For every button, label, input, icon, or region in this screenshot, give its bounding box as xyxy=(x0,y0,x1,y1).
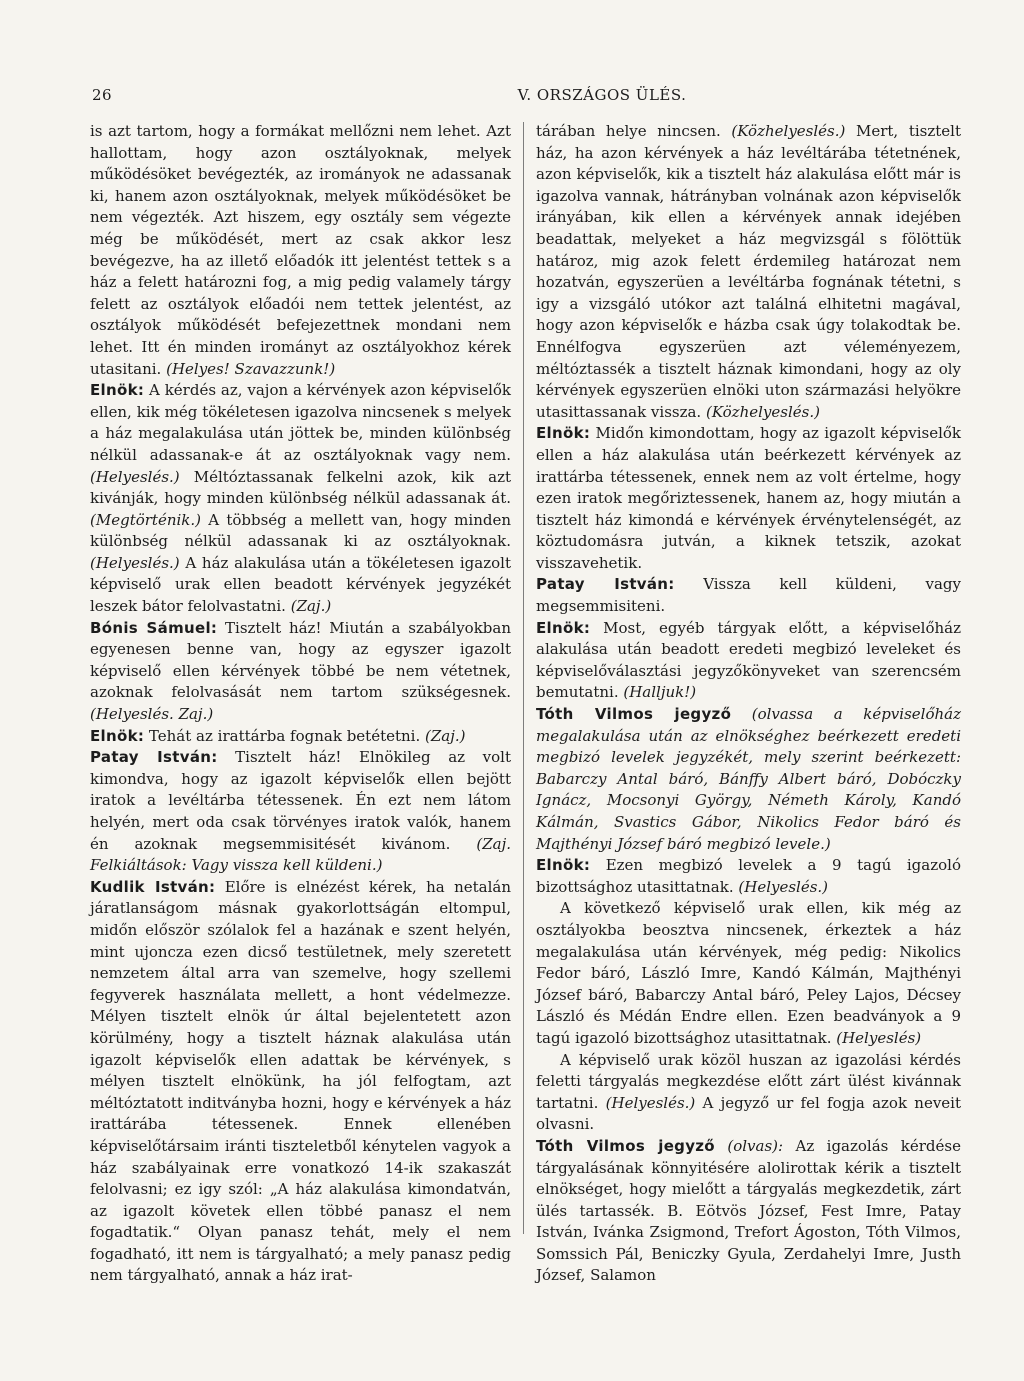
paragraph xyxy=(536,618,961,704)
left-column xyxy=(90,121,511,1287)
paragraph-text: A ház alakulása után a tökéletesen igazolt képviselő urak ellen beadott kérvények jegyzékét leszek bátor felolvastatni. xyxy=(90,553,511,616)
page-header xyxy=(92,86,972,108)
italic-remark: (olvassa a képviselőház megalakulása után az elnökséghez beérkezett eredeti megbizó levelek jegyzékét, mely szerint beérkezett: Babarczy Antal báró, Bánffy Albert báró, Dobóczky Ignácz, Mocsonyi György, Németh Károly, Kandó Kálmán, Svastics Gábor, Nikolics Fedor báró és Majthényi József báró megbizó levele.) xyxy=(536,705,961,853)
column-divider xyxy=(523,122,524,1234)
paragraph-text: tárában helye nincsen. xyxy=(536,122,732,140)
paragraph-text xyxy=(715,1137,727,1155)
paragraph xyxy=(536,898,961,1049)
italic-remark: (Helyeslés) xyxy=(836,1028,922,1047)
italic-remark: (Zaj.) xyxy=(425,726,466,745)
paragraph xyxy=(90,747,511,877)
paragraph xyxy=(90,726,511,748)
paragraph-text: A képviselő urak közöl huszan az igazolási kérdés feletti tárgyalás megkezdése előtt zárt ülést kivánnak tartatni. xyxy=(536,1050,961,1112)
paragraph-text: A jegyző ur fel fogja azok neveit olvasni. xyxy=(536,1093,962,1134)
paragraph-text: A többség a mellett van, hogy minden különbség nélkül adassanak ki az osztályoknak. xyxy=(90,510,511,551)
paragraph-text: Midőn kimondottam, hogy az igazolt képviselők ellen a ház alakulása után beérkezett kérvények az irattárba tétessenek, ennek nem az volt értelme, hogy ezen iratok megőriztessenek, hanem az, hogy miután a tisztelt ház kimondá e kérvények érvénytelenségét, az köztudomásra jutván, a kiknek tetszik, azokat visszavehetik. xyxy=(536,424,961,572)
paragraph xyxy=(90,380,511,618)
italic-remark: (Helyeslés.) xyxy=(738,877,829,896)
speaker-name: Patay István: xyxy=(90,748,218,767)
paragraph-text: Mert, tisztelt ház, ha azon kérvények a ház levéltárába tétetnének, azon képviselők, kik a tisztelt ház alakulása előtt már is igazolva vannak, hátrányban volnának azon képviselők irányában, kik ellen a kérvények annak idejében beadattak, melyeket a ház megvizsgál s fölöttük határoz, mig azok felett érdemileg határozat nem hozatván, egyszerüen a levéltárba fognának tétetni, s igy a vizsgáló utókor azt találná elhitetni magával, hogy azon képviselők e házba csak úgy tolakodtak be. Ennélfogva egyszerüen azt véleményezem, méltóztassék a tisztelt háznak kimondani, hogy az oly kérvények egyszerüen elnöki uton származási helyökre utasittassanak vissza. xyxy=(536,122,961,421)
paragraph xyxy=(536,121,961,423)
italic-remark: (Helyeslés. Zaj.) xyxy=(90,705,214,724)
italic-remark: (olvas): xyxy=(727,1136,784,1155)
paragraph-text: Ezen megbizó levelek a 9 tagú igazoló bizottsághoz utasittatnak. xyxy=(536,856,961,896)
paragraph xyxy=(90,618,511,726)
speaker-name: Tóth Vilmos jegyző xyxy=(536,1136,715,1155)
italic-remark: (Közhelyeslés.) xyxy=(731,122,846,140)
speaker-name: Kudlik István: xyxy=(90,877,216,896)
right-column xyxy=(536,121,961,1287)
paragraph xyxy=(536,1050,961,1136)
italic-remark: (Halljuk!) xyxy=(623,683,697,702)
italic-remark: (Helyeslés.) xyxy=(90,467,180,486)
speaker-name: Tóth Vilmos jegyző xyxy=(536,705,732,724)
paragraph-text: Tisztelt ház! Miután a szabályokban egyenesen benne van, hogy az egyszer igazolt képviselő ellen kérvények többé be nem vétetnek, azoknak felolvasását nem tartom szükségesnek. xyxy=(90,618,511,702)
paragraph xyxy=(536,855,961,898)
paragraph xyxy=(536,423,961,574)
speaker-name: Bónis Sámuel: xyxy=(90,618,218,637)
speaker-name: Elnök: xyxy=(90,381,145,400)
speaker-name: Elnök: xyxy=(536,618,591,637)
page-number: 26 xyxy=(92,86,113,104)
paragraph xyxy=(536,1136,961,1287)
paragraph-text: Előre is elnézést kérek, ha netalán járatlanságom másnak gyakorlottságán eltompul, midőn először szólalok fel a hazának e szent helyén, mint ujoncza ezen dicső testületnek, mely szeretett nemzetem által arra van szemelve, hogy szellemi fegyverek használata mellett, a hont védelmezze. Mélyen tisztelt elnök úr által bejelentetett azon körülmény, hogy a tisztelt háznak alakulása után igazolt képviselők ellen adattak be kérvények, s mélyen tisztelt elnökünk, ha jól felfogtam, azt méltóztatott inditványba hozni, hogy e kérvények a ház irattárába tétessenek. Ennek ellenében képviselőtársaim iránti tiszteletből kénytelen vagyok a ház szabályainak erre vonatkozó 14-ik szakaszát felolvasni; ez igy szól: „A ház alakulása kimondatván, az igazolt követek ellen többé panasz el nem fogadtatik.“ Olyan panasz tehát, mely el nem fogadható, itt nem is tárgyalható; a mely panasz pedig nem tárgyalható, annak a ház irat- xyxy=(90,877,512,1285)
paragraph xyxy=(536,574,961,617)
paragraph-text: Méltóztassanak felkelni azok, kik azt kivánják, hogy minden különbség nélkül adassanak át. xyxy=(90,467,511,508)
italic-remark: (Közhelyeslés.) xyxy=(705,402,820,421)
paragraph-text: A kérdés az, vajon a kérvények azon képviselők ellen, kik még tökéletesen igazolva nincsenek s melyek a ház megalakulása után jöttek be, minden különbség nélkül adassanak-e át az osztályoknak vagy nem. xyxy=(90,381,511,464)
speaker-name: Elnök: xyxy=(536,856,591,875)
paragraph-text: Tehát az irattárba fognak betétetni. xyxy=(144,726,426,745)
speaker-name: Elnök: xyxy=(90,726,145,745)
speaker-name: Elnök: xyxy=(536,424,591,443)
paragraph xyxy=(90,877,511,1287)
italic-remark: (Helyeslés.) xyxy=(605,1093,696,1112)
italic-remark: (Zaj.) xyxy=(290,597,332,616)
paragraph xyxy=(90,121,511,380)
page-title: V. ORSZÁGOS ÜLÉS. xyxy=(517,86,687,104)
paragraph-text: A következő képviselő urak ellen, kik még az osztályokba beosztva nincsenek, érkeztek a ház megalakulása után kérvények, még pedig: Nikolics Fedor báró, László Imre, Kandó Kálmán, Majthényi József báró, Babarczy Antal báró, Peley Lajos, Décsey László és Médán Endre ellen. Ezen beadványok a 9 tagú igazoló bizottsághoz utasittatnak. xyxy=(536,899,961,1047)
paragraph-text: Az igazolás kérdése tárgyalásának könnyitésére alolirottak kérik a tisztelt elnökséget, hogy mielőtt a tárgyalás megkezdetik, zárt ülés tartassék. B. Eötvös József, Fest Imre, Patay István, Ivánka Zsigmond, Trefort Ágoston, Tóth Vilmos, Somssich Pál, Beniczky Gyula, Zerdahelyi Imre, Justh József, Salamon xyxy=(536,1136,961,1285)
italic-remark: (Zaj. Felkiáltások: Vagy vissza kell küldeni.) xyxy=(90,834,511,875)
italic-remark: (Helyeslés.) xyxy=(90,553,180,572)
italic-remark: (Megtörténik.) xyxy=(90,510,201,529)
speaker-name: Patay István: xyxy=(536,575,675,594)
paragraph-text: is azt tartom, hogy a formákat mellőzni nem lehet. Azt hallottam, hogy azon osztályoknak, melyek működésöket bevégezték, az irományok ne adassanak ki, hanem azon osztályoknak, melyek működésöket be nem végezték. Azt hiszem, egy osztály sem végezte még be működését, mert az csak akkor lesz bevégezve, ha az illető előadók itt jelentést tettek s a ház a felett határozni fog, a mig pedig valamely tárgy felett az osztályok előadói nem tettek jelentést, az osztályok működését befejezettnek mondani nem lehet. Itt én minden irományt az osztályokhoz kérek utasitani. xyxy=(90,122,511,378)
paragraph-text: Vissza kell küldeni, vagy megsemmisiteni. xyxy=(536,575,961,616)
paragraph-text: Tisztelt ház! Elnökileg az volt kimondva, hogy az igazolt képviselők ellen bejött iratok a levéltárba tétessenek. Én ezt nem látom helyén, mert oda csak törvényes iratok valók, hanem én azoknak megsemmisitését kivánom. xyxy=(90,748,511,853)
italic-remark: (Helyes! Szavazzunk!) xyxy=(166,359,336,378)
paragraph-text: Most, egyéb tárgyak előtt, a képviselőház alakulása után beadott eredeti megbizó leveleket és képviselőválasztási jegyzőkönyveket van szerencsém bemutatni. xyxy=(536,618,961,702)
paragraph xyxy=(536,704,961,855)
